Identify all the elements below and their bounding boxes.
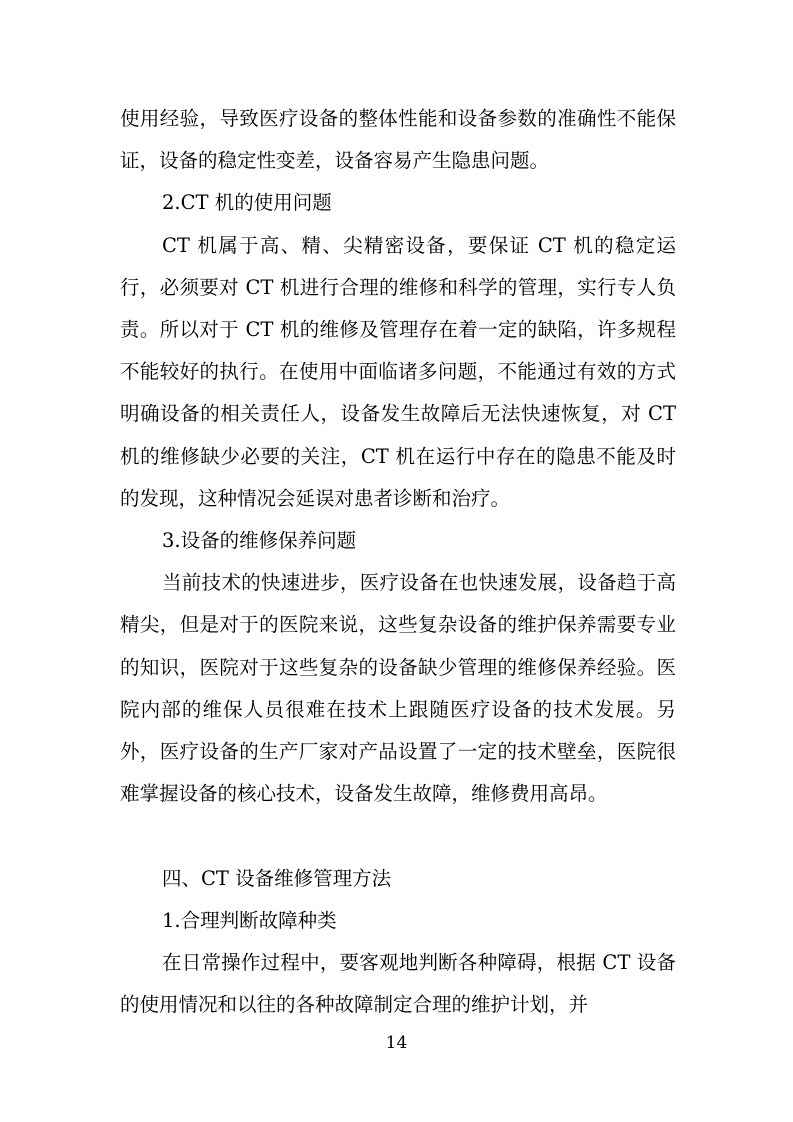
section-spacer [120,815,676,857]
subheading-fault-types: 1.合理判断故障种类 [162,908,337,932]
body-text [120,98,676,1026]
page-number: 14 [385,1033,408,1053]
subheading-maintenance: 3.设备的维修保养问题 [162,529,357,553]
subheading-ct-usage: 2.CT 机的使用问题 [162,191,332,215]
paragraph-fault-types: 在日常操作过程中，要客观地判断各种障碍，根据 CT 设备的使用情况和以往的各种故障制定合理的维护计划，并 [120,951,676,1017]
paragraph-ct-usage: CT 机属于高、精、尖精密设备，要保证 CT 机的稳定运行，必须要对 CT 机进行合理的维修和科学的管理，实行专人负责。所以对于 CT 机的维修及管理存在着一定的缺陷，许多规程不能较好的执行。在使用中面临诸多问题，不能通过有效的方式明确设备的相关责任人，设备发生故障后无法快速恢复，对 CT 机的维修缺少必要的关注，CT 机在运行中存在的隐患不能及时的发现，这种情况会延误对患者诊断和治疗。 [120,233,676,510]
paragraph-continuation: 使用经验，导致医疗设备的整体性能和设备参数的准确性不能保证，设备的稳定性变差，设备容易产生隐患问题。 [120,107,676,173]
paragraph-maintenance: 当前技术的快速进步，医疗设备在也快速发展，设备趋于高精尖，但是对于的医院来说，这些复杂设备的维护保养需要专业的知识，医院对于这些复杂的设备缺少管理的维修保养经验。医院内部的维保人员很难在技术上跟随医疗设备的技术发展。另外，医疗设备的生产厂家对产品设置了一定的技术壁垒，医院很难掌握设备的核心技术，设备发生故障，维修费用高昂。 [120,571,676,806]
section-heading-methods: 四、CT 设备维修管理方法 [162,866,392,890]
